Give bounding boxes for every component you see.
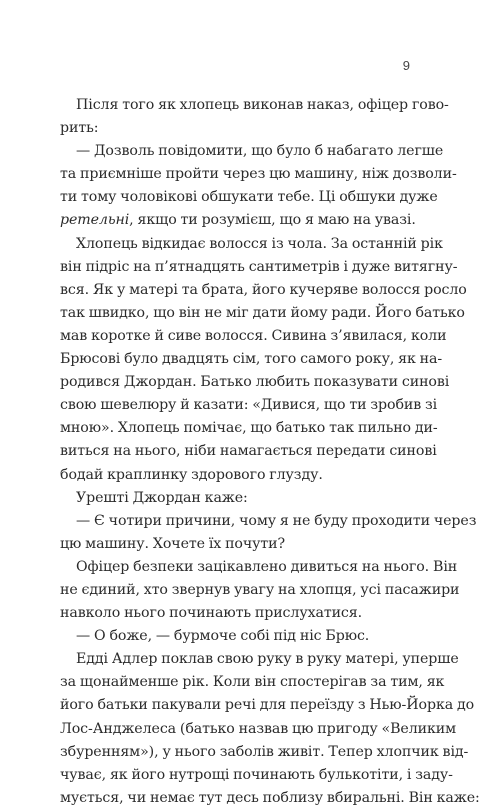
text-line: Урешті Джордан каже: [76,489,248,506]
text-line: не єдиний, хто звернув увагу на хлопця, усі пасажири [60,581,460,598]
text-line: так швидко, що він не міг дати йому ради. Його батько [60,304,465,321]
text-line: за щонайменше рік. Коли він спостерігав за тим, як [60,674,445,691]
paragraph [60,648,480,810]
text-line: — Є чотири причини, чому я не буду проходити через [76,512,477,529]
text-line: мується, чи немає тут десь поблизу вбиральні. Він каже: [60,789,480,806]
text-line: навколо нього починають прислухатися. [60,605,363,622]
paragraph [60,625,426,648]
text-line: Брюсові було двадцять сім, того самого року, як на- [60,351,443,368]
text-line: родився Джордан. Батько любить показувати синові [60,374,450,391]
paragraph [60,487,426,510]
body-text [60,94,480,810]
text-line: ти тому чоловікові обшукати тебе. Ці обшуки дуже [60,189,438,206]
text-line: вся. Як у матері та брата, його кучеряве волосся росло [60,281,467,298]
text-line: ретельні, якщо ти розумієш, що я маю на увазі. [60,212,416,229]
text-line: він підріс на п’ятнадцять сантиметрів і дуже витягну- [60,258,458,275]
text-line: цю машину. Хочете їх почути? [60,535,286,552]
text-line: чуває, як його нутрощі починають булькотіти, і заду- [60,766,453,783]
text-line: Едді Адлер поклав свою руку в руку матері, уперше [76,651,459,668]
text-line: Хлопець відкидає волосся із чола. За останній рік [76,235,443,252]
paragraph [60,510,477,556]
text-line: Офіцер безпеки зацікавлено дивиться на нього. Він [76,558,458,575]
text-line: виться на нього, ніби намагається передати синові [60,443,437,460]
page-number: 9 [402,58,410,73]
text-line: рить: [60,120,99,137]
text-line: збуренням»), у нього заболів живіт. Тепер хлопчик від- [60,743,469,760]
text-line: Лос-Анджелеса (батько назвав цю пригоду «Великим [60,720,457,737]
paragraph [60,140,457,232]
text-line: свою шевелюру й казати: «Дивися, що ти зробив зі [60,397,438,414]
paragraph [60,94,449,140]
text-line: мною». Хлопець помічає, що батько так пильно ди- [60,420,438,437]
text-line: та приємніше пройти через цю машину, ніж дозволи- [60,166,457,183]
text-line: — Дозволь повідомити, що було б набагато легше [76,143,444,160]
text-line: — О боже, — бурмоче собі під ніс Брюс. [76,628,370,645]
paragraph [60,233,467,487]
text-line: його батьки пакували речі для переїзду з Нью-Йорка до [60,697,475,714]
text-line: мав коротке й сиве волосся. Сивина з’явилася, коли [60,327,447,344]
text-line: Після того як хлопець виконав наказ, офіцер гово- [76,97,449,113]
paragraph [60,556,460,625]
text-line: бодай краплинку здорового глузду. [60,466,323,483]
